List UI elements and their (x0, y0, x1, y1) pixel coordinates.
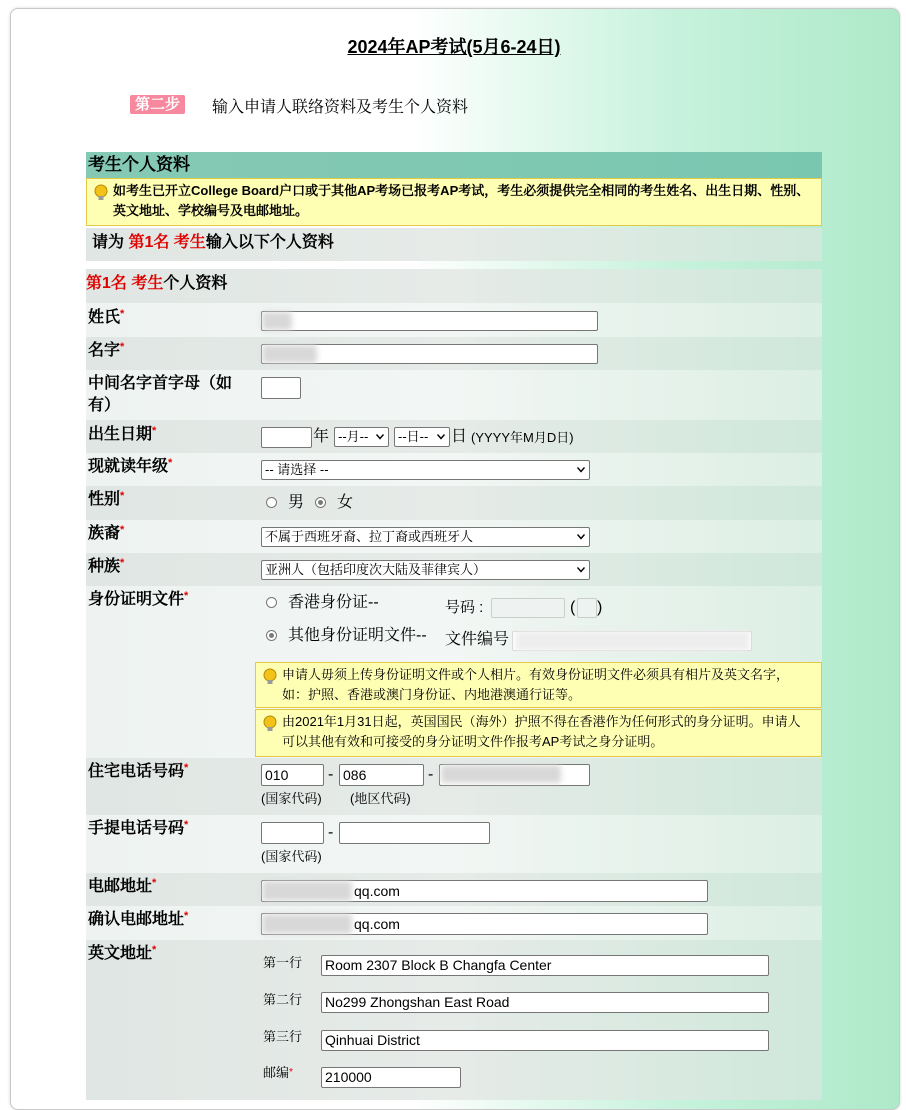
postcode-input[interactable]: 210000 (321, 1067, 461, 1088)
home-phone-area-input[interactable]: 086 (339, 764, 424, 786)
surname-input[interactable] (261, 311, 598, 331)
id-hk-paren-open: ( (570, 599, 576, 616)
email-confirm-label: 确认电邮地址* (88, 910, 189, 928)
id-hk-number-input[interactable] (491, 598, 565, 618)
section-header: 考生个人资料 (86, 152, 822, 178)
middle-initial-label: 中间名字首字母（如有） (88, 375, 233, 414)
gender-label: 性别* (88, 490, 125, 508)
redacted-id-number (515, 631, 750, 651)
home-phone-country-hint: (国家代码) (261, 791, 322, 806)
id-hk-label: 香港身份证-- (288, 594, 379, 611)
address-label: 英文地址* (88, 944, 157, 962)
address-line2-input[interactable]: No299 Zhongshan East Road (321, 992, 769, 1013)
dob-label: 出生日期* (88, 425, 157, 443)
id-other-number-label: 文件编号 (445, 631, 510, 648)
gender-male-radio[interactable] (266, 497, 277, 508)
step-text: 输入申请人联络资料及考生个人资料 (212, 99, 469, 116)
mobile-phone-dash: - (328, 824, 334, 841)
address-line3-label: 第三行 (263, 1029, 303, 1044)
redacted-given-name (262, 345, 317, 363)
dob-day-unit: 日 (451, 428, 468, 445)
chevron-down-icon (437, 434, 445, 440)
dob-month-select[interactable]: --月-- (334, 427, 389, 447)
id-hk-number-label: 号码 : (445, 599, 484, 616)
given-name-label: 名字* (88, 341, 125, 359)
surname-label: 姓氏* (88, 308, 125, 326)
id-hk-radio[interactable] (266, 597, 277, 608)
home-phone-area-hint: (地区代码) (350, 791, 411, 806)
chevron-down-icon (577, 534, 585, 540)
email-label: 电邮地址* (88, 877, 157, 895)
postcode-label: 邮编* (263, 1065, 293, 1080)
gender-female-radio[interactable] (315, 497, 326, 508)
dob-year-unit: 年 (313, 428, 330, 445)
id-other-label: 其他身份证明文件-- (288, 627, 427, 644)
mobile-phone-number-input[interactable] (339, 822, 490, 844)
redacted-email-confirm (262, 914, 352, 934)
home-phone-country-input[interactable]: 010 (261, 764, 324, 786)
address-line1-input[interactable]: Room 2307 Block B Changfa Center (321, 955, 769, 976)
gender-male-label: 男 (288, 494, 305, 511)
id-notice-bno (255, 709, 822, 757)
gender-female-label: 女 (337, 494, 354, 511)
grade-select[interactable]: -- 请选择 -- (261, 460, 590, 480)
ethnicity-select[interactable]: 不属于西班牙裔、拉丁裔或西班牙人 (261, 527, 590, 547)
redacted-surname (262, 312, 292, 330)
id-notice-upload (255, 662, 822, 708)
page-title: 2024年AP考试(5月6-24日) (347, 37, 561, 57)
race-label: 种族* (88, 557, 125, 575)
grade-label: 现就读年级* (88, 457, 173, 475)
lightbulb-icon (262, 715, 278, 733)
home-phone-dash-1: - (328, 766, 334, 783)
candidate-section-title: 第1名 考生个人资料 (86, 269, 822, 303)
address-line2-label: 第二行 (263, 992, 303, 1007)
id-notice-upload-text: 申请人毋须上传身份证明文件或个人相片。有效身份证明文件必须具有相片及英文名字，如：护照、香港或澳门身份证、内地港澳通行证等。 (282, 667, 790, 702)
id-hk-paren-close: ) (597, 599, 603, 616)
dob-format-hint: (YYYY年M月D日) (471, 430, 574, 445)
address-line3-input[interactable]: Qinhuai District (321, 1030, 769, 1051)
id-other-radio[interactable] (266, 630, 277, 641)
candidate-instruction: 请为 第1名 考生输入以下个人资料 (86, 228, 822, 261)
redacted-home-phone (441, 765, 561, 783)
id-hk-check-digit-input[interactable] (577, 598, 597, 618)
redacted-email (262, 881, 352, 901)
chevron-down-icon (376, 434, 384, 440)
ethnicity-label: 族裔* (88, 524, 125, 542)
race-select[interactable]: 亚洲人（包括印度次大陆及菲律宾人） (261, 560, 590, 580)
chevron-down-icon (577, 467, 585, 473)
mobile-phone-country-hint: (国家代码) (261, 849, 322, 864)
account-notice-text: 如考生已开立College Board户口或于其他AP考场已报考AP考试，考生必须提供完全相同的考生姓名、出生日期、性别、英文地址、学校编号及电邮地址。 (113, 183, 810, 218)
address-line1-label: 第一行 (263, 955, 303, 970)
account-notice (86, 178, 822, 226)
step-badge: 第二步 (130, 95, 185, 114)
lightbulb-icon (93, 184, 109, 202)
mobile-phone-country-input[interactable] (261, 822, 324, 844)
id-doc-label: 身份证明文件* (88, 590, 189, 608)
chevron-down-icon (577, 567, 585, 573)
dob-day-select[interactable]: --日-- (394, 427, 450, 447)
row-gender (86, 486, 822, 520)
home-phone-label: 住宅电话号码* (88, 762, 189, 780)
email-input[interactable]: qq.com (261, 880, 708, 902)
lightbulb-icon (262, 668, 278, 686)
id-notice-bno-text: 由2021年1月31日起，英国国民（海外）护照不得在香港作为任何形式的身分证明。申请人可以其他有效和可接受的身分证明文件作报考AP考试之身分证明。 (282, 714, 801, 749)
mobile-phone-label: 手提电话号码* (88, 819, 189, 837)
dob-year-input[interactable] (261, 427, 312, 448)
email-confirm-input[interactable]: qq.com (261, 913, 708, 935)
middle-initial-input[interactable] (261, 377, 301, 399)
home-phone-dash-2: - (428, 766, 434, 783)
